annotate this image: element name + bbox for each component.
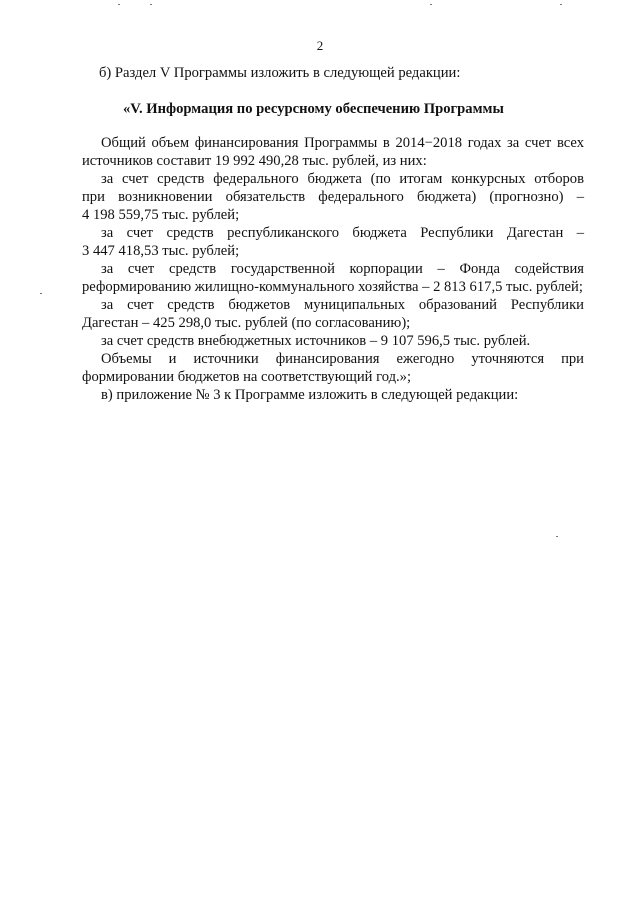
municipal-budget-line-1: за счет средств бюджетов муниципальных образований Республики (101, 297, 584, 313)
scan-speck (118, 4, 120, 5)
federal-budget-amount: 4 198 559,75 тыс. рублей; (82, 207, 240, 223)
municipal-budget-line-2: Дагестан – 425 298,0 тыс. рублей (по согласованию); (82, 315, 411, 331)
scan-speck (40, 293, 42, 294)
paragraph-total-line-2: источников составит 19 992 490,28 тыс. рублей, из них: (82, 153, 427, 169)
corporation-fund-line-1: за счет средств государственной корпорации – Фонда содействия (101, 261, 584, 277)
extrabudgetary-line: за счет средств внебюджетных источников – 9 107 596,5 тыс. рублей. (101, 333, 531, 349)
paragraph-total-line-1: Общий объем финансирования Программы в 2014−2018 годах за счет всех (101, 135, 584, 151)
republican-budget-line-1: за счет средств республиканского бюджета Республики Дагестан – (101, 225, 584, 241)
scan-speck (560, 4, 562, 5)
scan-speck (430, 4, 432, 5)
federal-budget-line-1: за счет средств федерального бюджета (по итогам конкурсных отборов (101, 171, 584, 187)
item-c-text: в) приложение № 3 к Программе изложить в следующей редакции: (101, 387, 519, 403)
federal-budget-line-2: при возникновении обязательств федерального бюджета) (прогнозно) – (82, 189, 584, 205)
corporation-fund-line-2: реформированию жилищно-коммунального хозяйства – 2 813 617,5 тыс. рублей; (82, 279, 583, 295)
annual-refinement-line-2: формировании бюджетов на соответствующий год.»; (82, 369, 412, 385)
scan-speck (150, 4, 152, 5)
annual-refinement-line-1: Объемы и источники финансирования ежегодно уточняются при (101, 351, 584, 367)
republican-budget-amount: 3 447 418,53 тыс. рублей; (82, 243, 240, 259)
page-number: 2 (316, 38, 324, 53)
section-heading: «V. Информация по ресурсному обеспечению Программы (123, 101, 504, 117)
scan-speck (556, 536, 558, 537)
item-b-text: б) Раздел V Программы изложить в следующей редакции: (99, 65, 461, 81)
